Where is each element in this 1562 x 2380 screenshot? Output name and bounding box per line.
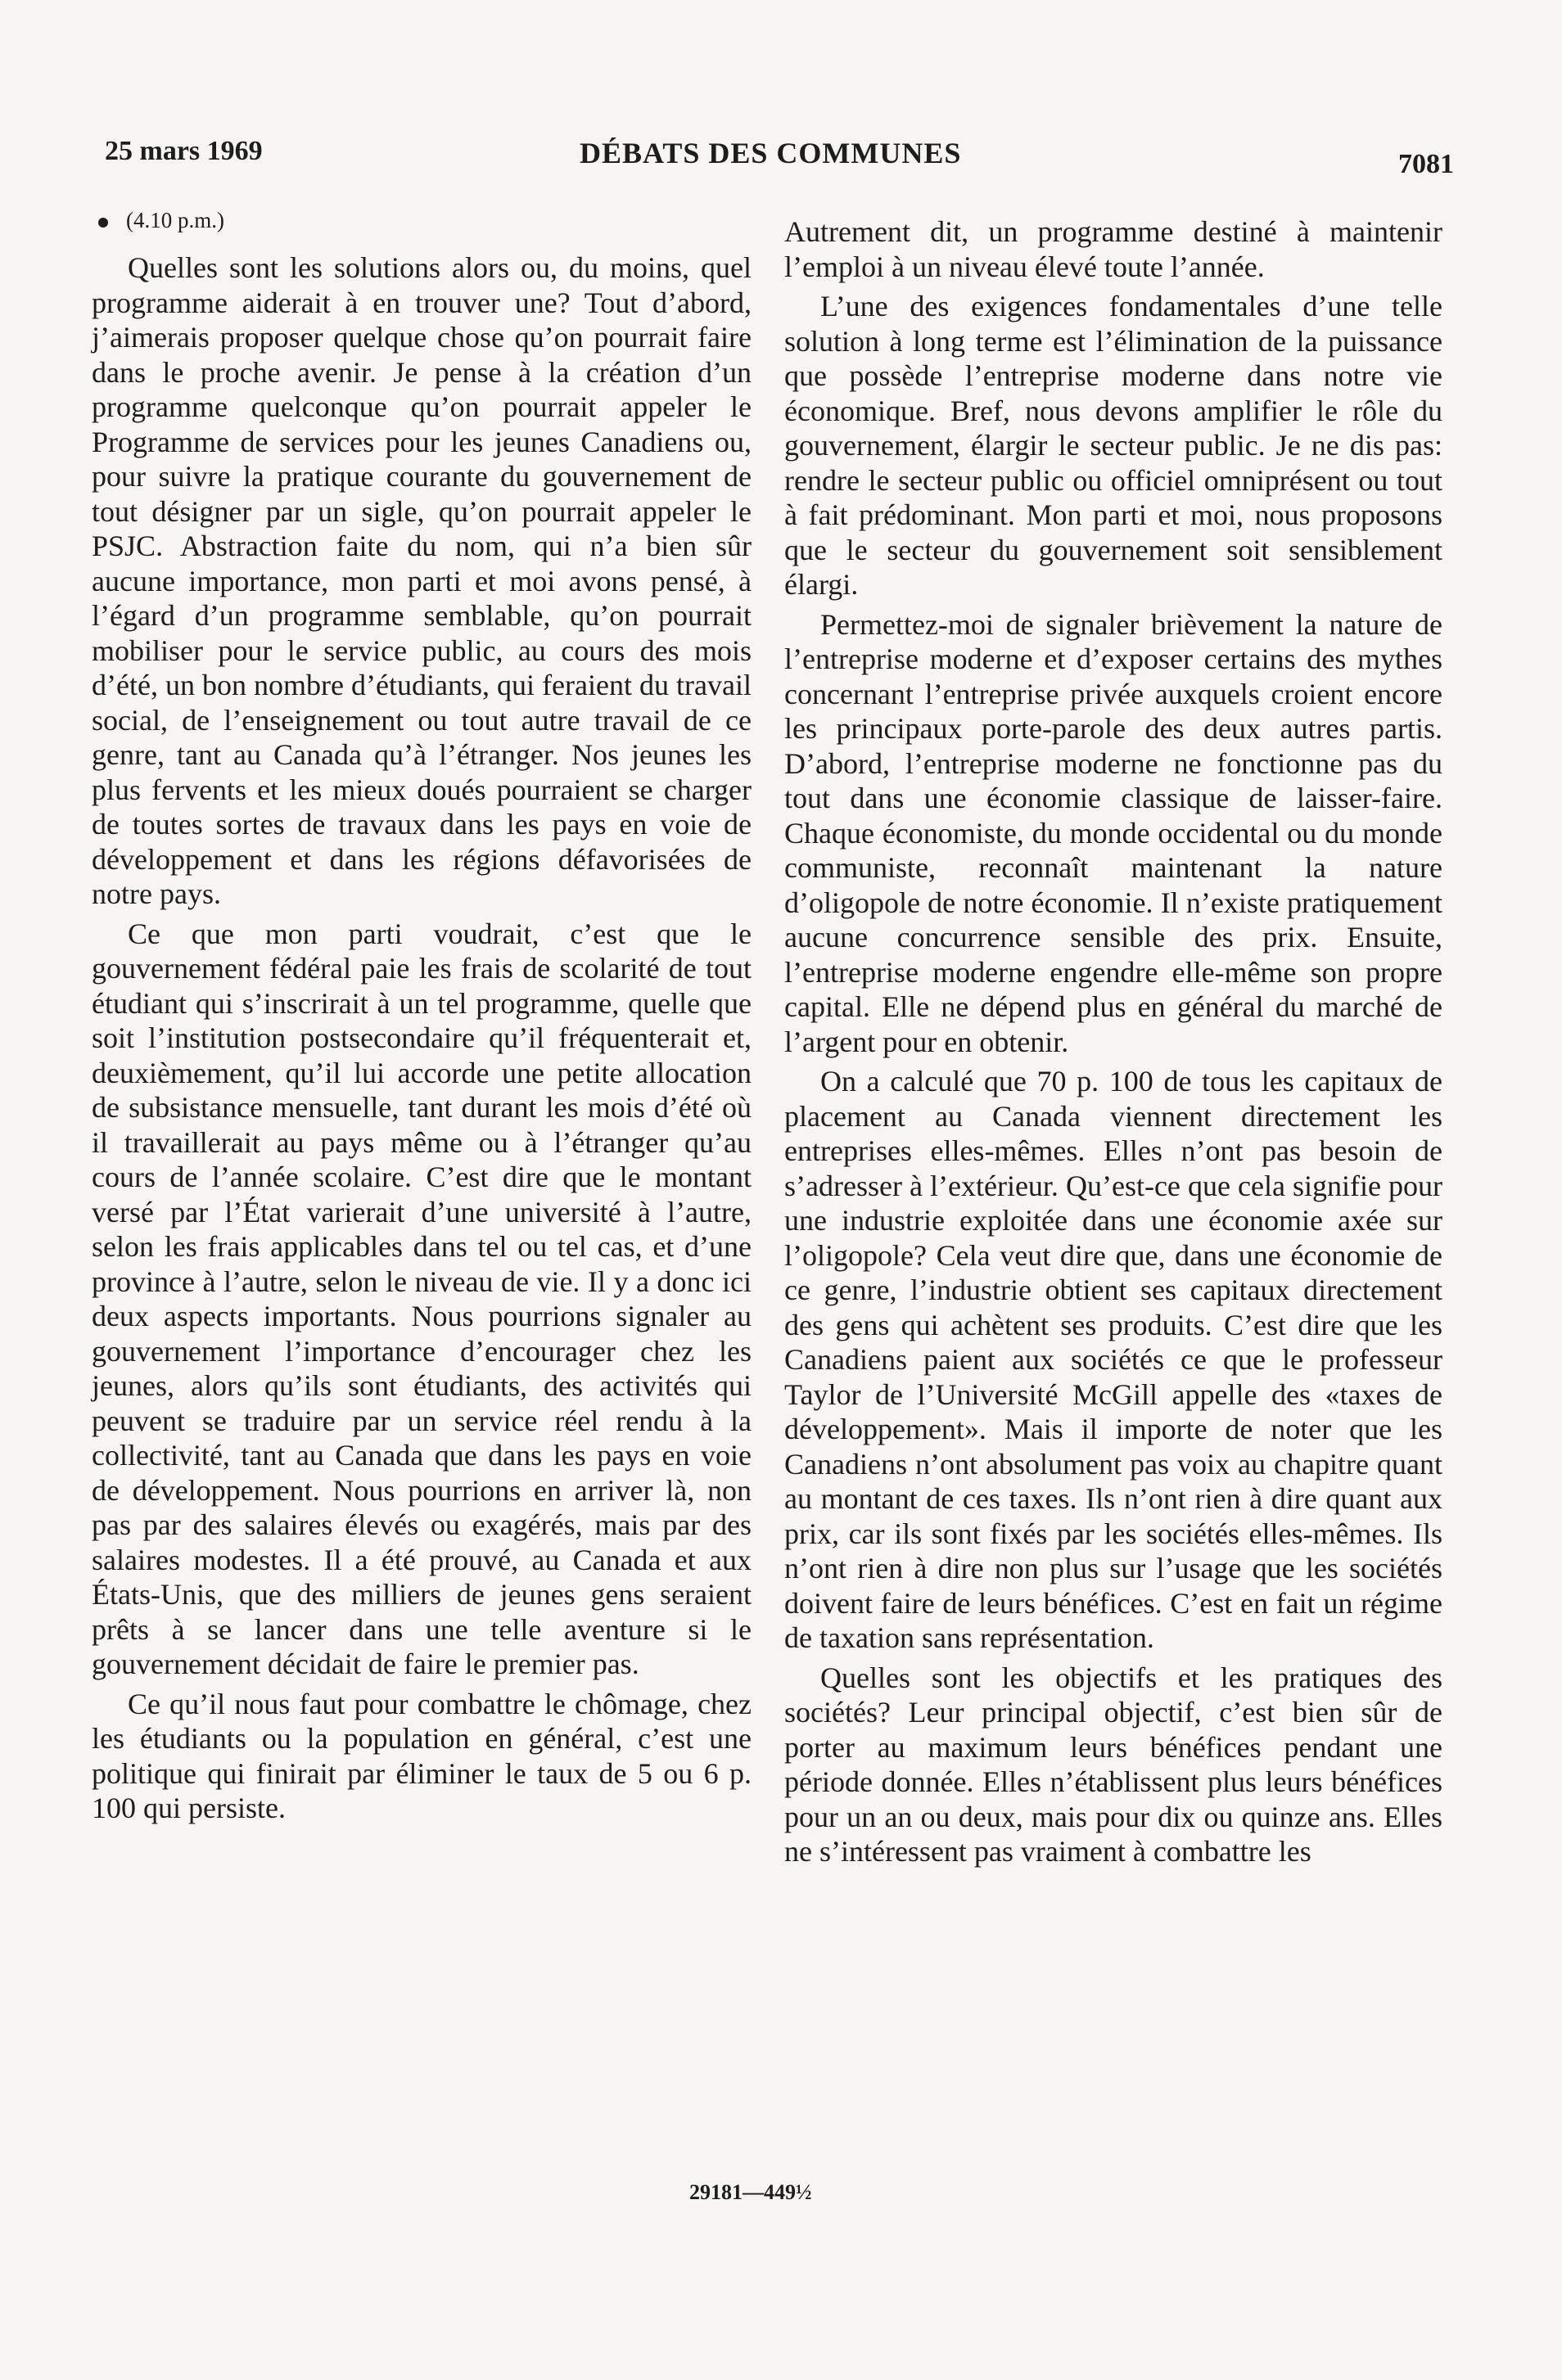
left-column — [92, 206, 752, 1831]
time-marker-text: (4.10 p.m.) — [126, 208, 224, 232]
paragraph: Permettez-moi de signaler brièvement la nature de l’entreprise moderne et d’exposer certains des mythes concernant l’entreprise privée auxquels croient encore les principaux porte-parole des deux autres partis. D’abord, l’entreprise moderne ne fonctionne pas du tout dans une économie classique de laisser-faire. Chaque économiste, du monde occidental ou du monde communiste, reconnaît maintenant la nature d’oligopole de notre économie. Il n’existe pratiquement aucune concurrence sensible des prix. Ensuite, l’entreprise moderne engendre elle-même son propre capital. Elle ne dépend plus en général du marché de l’argent pour en obtenir. — [784, 607, 1442, 1058]
page-number: 7081 — [1398, 149, 1454, 179]
bullet-icon — [98, 218, 108, 228]
paragraph: Ce que mon parti voudrait, c’est que le gouvernement fédéral paie les frais de scolarité de tout étudiant qui s’inscrirait à un tel programme, quelle que soit l’institution postsecondaire qu’il fréquenterait et, deuxièmement, qu’il lui accorde une petite allocation de subsistance mensuelle, tant durant les mois d’été où il travaillerait au pays même ou à l’étranger qu’au cours de l’année scolaire. C’est dire que le montant versé par l’État varierait d’une université à l’autre, selon les frais applicables dans tel ou tel cas, et d’une province à l’autre, selon le niveau de vie. Il y a donc ici deux aspects importants. Nous pourrions signaler au gouvernement l’importance d’encourager chez les jeunes, alors qu’ils sont étudiants, des activités qui peuvent se traduire par un service réel rendu à la collectivité, tant au Canada que dans les pays en voie de développement. Nous pourrions en arriver là, non pas par des salaires élevés ou exagérés, mais par des salaires modestes. Il a été prouvé, au Canada et aux États-Unis, que des milliers de jeunes gens seraient prêts à se lancer dans une telle aventure si le gouvernement décidait de faire le premier pas. — [92, 917, 752, 1680]
paragraph: Autrement dit, un programme destiné à maintenir l’emploi à un niveau élevé toute l’année. — [784, 215, 1442, 283]
right-column — [784, 214, 1442, 1874]
header-title: DÉBATS DES COMMUNES — [580, 137, 962, 169]
paragraph: L’une des exigences fondamentales d’une telle solution à long terme est l’élimination de la puissance que possède l’entreprise moderne dans notre vie économique. Bref, nous devons amplifier le rôle du gouvernement, élargir le secteur public. Je ne dis pas: rendre le secteur public ou officiel omniprésent ou tout à fait prédominant. Mon parti et moi, nous proposons que le secteur du gouvernement soit sensiblement élargi. — [784, 290, 1442, 601]
time-marker — [98, 206, 752, 234]
paragraph: Ce qu’il nous faut pour combattre le chômage, chez les étudiants ou la population en général, c’est une politique qui finirait par éliminer le taux de 5 ou 6 p. 100 qui persiste. — [92, 1687, 752, 1824]
printer-code: 29181—449½ — [689, 2180, 812, 2204]
header-date: 25 mars 1969 — [105, 136, 263, 166]
paragraph: Quelles sont les solutions alors ou, du moins, quel programme aiderait à en trouver une? Tout d’abord, j’aimerais proposer quelque chose qu’on pourrait faire dans le proche avenir. Je pense à la création d’un programme quelconque qu’on pourrait appeler le Programme de services pour les jeunes Canadiens ou, pour suivre la pratique courante du gouvernement de tout désigner par un sigle, qu’on pourrait appeler le PSJC. Abstraction faite du nom, qui n’a bien sûr aucune importance, mon parti et moi avons pensé, à l’égard d’un programme semblable, qu’on pourrait mobiliser pour le service public, au cours des mois d’été, un bon nombre d’étudiants, qui feraient du travail social, de l’enseignement ou tout autre travail de ce genre, tant au Canada qu’à l’étranger. Nos jeunes les plus fervents et les mieux doués pourraient se charger de toutes sortes de travaux dans les pays en voie de développement et dans les régions défavorisées de notre pays. — [92, 251, 752, 910]
paragraph: Quelles sont les objectifs et les pratiques des sociétés? Leur principal objectif, c’est bien sûr de porter au maximum leurs bénéfices pendant une période donnée. Elles n’établissent plus leurs bénéfices pour un an ou deux, mais pour dix ou quinze ans. Elles ne s’intéressent pas vraiment à combattre les — [784, 1661, 1442, 1868]
paragraph: On a calculé que 70 p. 100 de tous les capitaux de placement au Canada viennent directement les entreprises elles-mêmes. Elles n’ont pas besoin de s’adresser à l’extérieur. Qu’est-ce que cela signifie pour une industrie exploitée dans une économie axée sur l’oligopole? Cela veut dire que, dans une économie de ce genre, l’industrie obtient ses capitaux directement des gens qui achètent ses produits. C’est dire que les Canadiens paient aux sociétés ce que le professeur Taylor de l’Université McGill appelle des «taxes de développement». Mais il importe de noter que les Canadiens n’ont absolument pas voix au chapitre quant au montant de ces taxes. Ils n’ont rien à dire quant aux prix, car ils sont fixés par les sociétés elles-mêmes. Ils n’ont rien à dire non plus sur l’usage que les sociétés doivent faire de leurs bénéfices. C’est en fait un régime de taxation sans représentation. — [784, 1065, 1442, 1654]
page-header — [105, 128, 1454, 179]
